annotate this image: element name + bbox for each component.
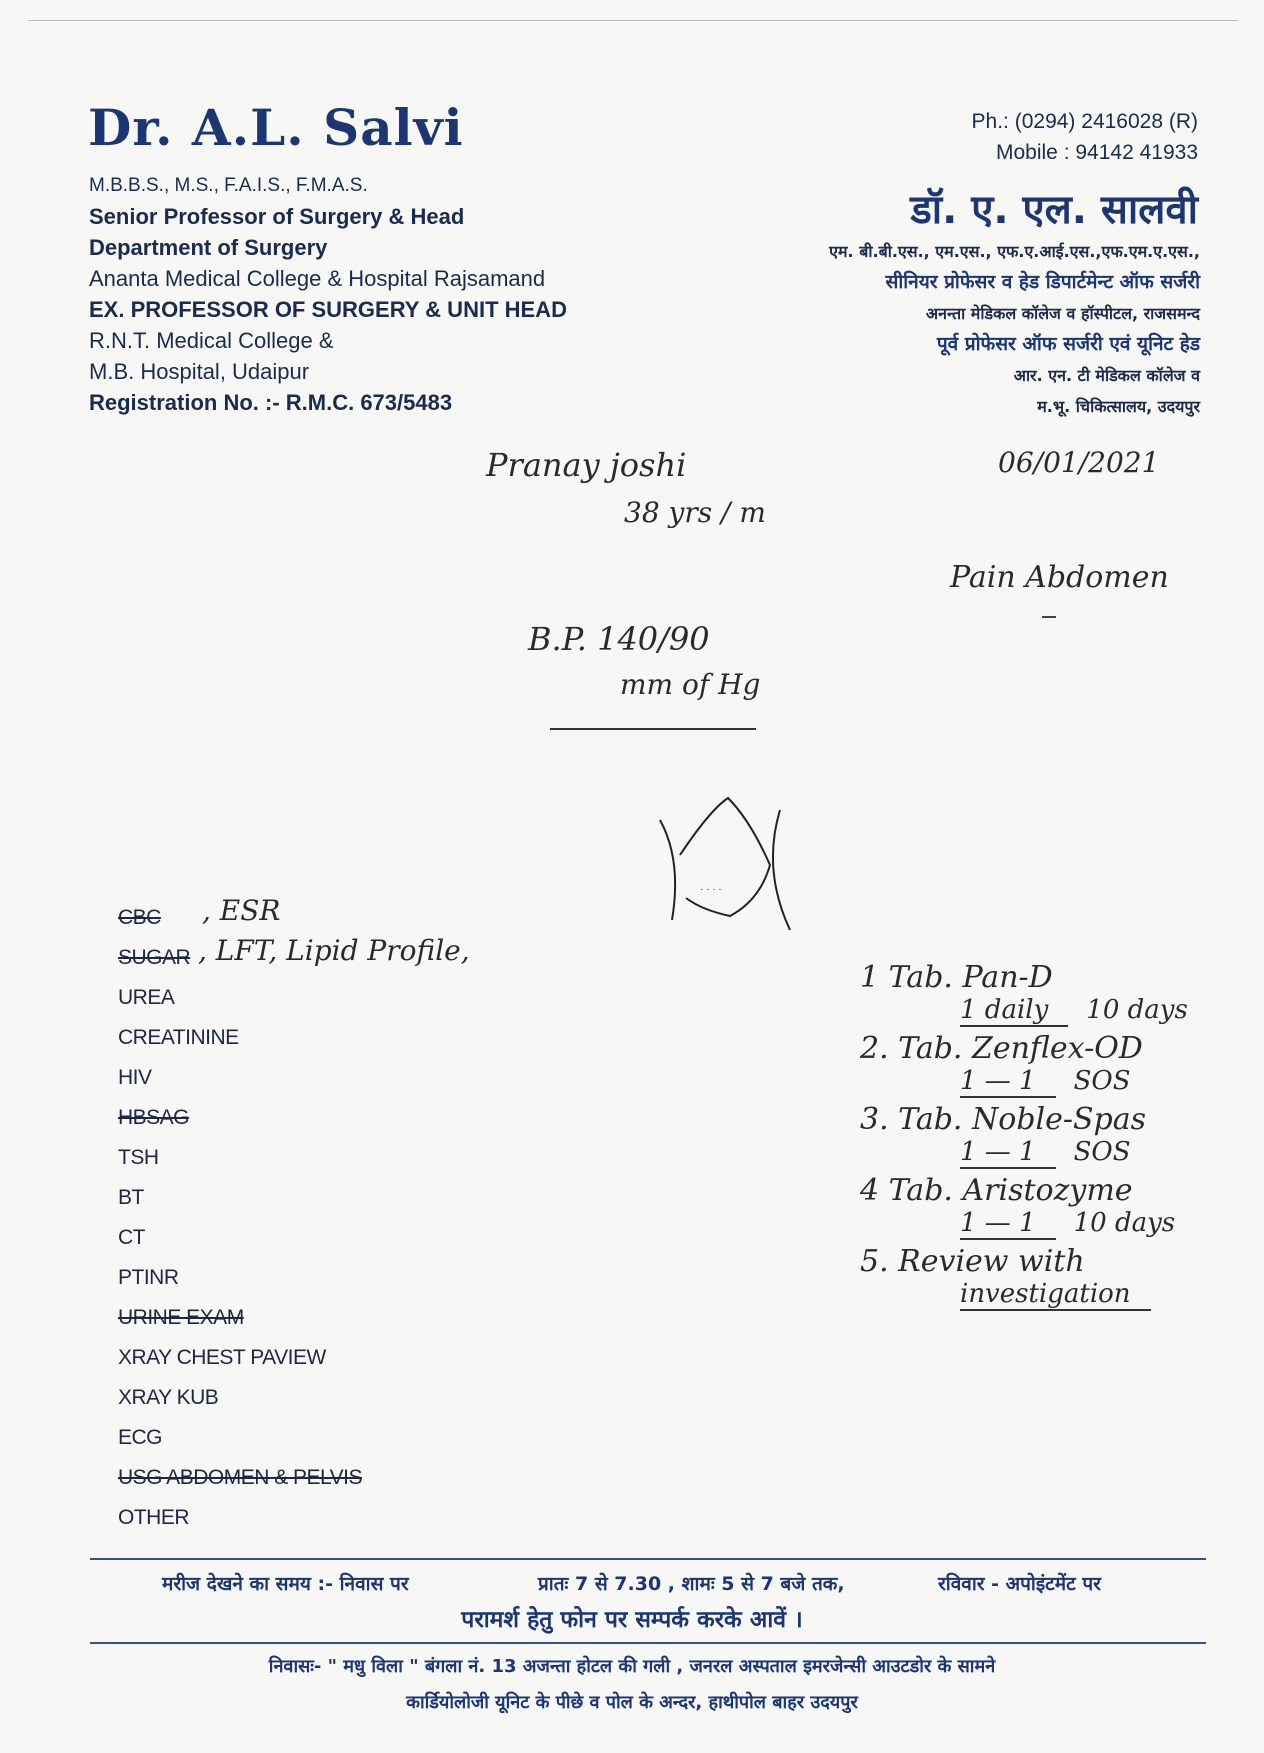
test-item: XRAY KUB — [118, 1386, 219, 1409]
timing-sunday: रविवार - अपोइंटमेंट पर — [938, 1573, 1101, 1595]
rx-drug: 5. Review with — [860, 1244, 1085, 1279]
designation-2: Department of Surgery — [89, 235, 328, 260]
timing-hours: प्रातः 7 से 7.30 , शामः 5 से 7 बजे तक, — [538, 1573, 845, 1595]
ex-college-1: R.N.T. Medical College & — [89, 328, 334, 353]
rx-dose: 1 daily — [960, 995, 1068, 1027]
test-item: BT — [118, 1186, 144, 1209]
complaint-dash — [1042, 616, 1056, 618]
hindi-ex-college-1: आर. एन. टी मेडिकल कॉलेज व — [1013, 366, 1200, 385]
test-list — [118, 898, 362, 1538]
extra-tests-1: , ESR — [202, 894, 281, 927]
visit-date: 06/01/2021 — [998, 446, 1160, 479]
rx-drug: 1 Tab. Pan-D — [860, 960, 1053, 995]
ex-college-2: M.B. Hospital, Udaipur — [89, 359, 310, 384]
rx-drug: 3. Tab. Noble-Spas — [860, 1102, 1147, 1137]
rx-drug: 2. Tab. Zenflex-OD — [860, 1031, 1143, 1066]
hindi-college: अनन्ता मेडिकल कॉलेज व हॉस्पीटल, राजसमन्द — [925, 304, 1200, 323]
doctor-credentials — [89, 170, 567, 418]
blood-pressure: B.P. 140/90 — [528, 620, 710, 658]
rx-dose: 1 — 1 — [960, 1137, 1056, 1169]
ex-title: EX. PROFESSOR OF SURGERY & UNIT HEAD — [89, 297, 567, 322]
hindi-ex-title: पूर्व प्रोफेसर ऑफ सर्जरी एवं यूनिट हेड — [936, 333, 1200, 355]
rx-dose: 1 — 1 — [960, 1208, 1056, 1240]
bp-unit: mm of Hg — [620, 668, 761, 701]
hindi-designation: सीनियर प्रोफेसर व हेड डिपार्टमेन्ट ऑफ सर्जरी — [885, 271, 1200, 293]
rx-item — [860, 1031, 1188, 1096]
registration: Registration No. :- R.M.C. 673/5483 — [89, 390, 453, 415]
hindi-ex-college-2: म.भू. चिकित्सालय, उदयपुर — [1037, 397, 1200, 416]
rx-item — [860, 1244, 1188, 1309]
rx-duration: SOS — [1073, 1137, 1131, 1167]
mobile: Mobile : 94142 41933 — [996, 141, 1198, 164]
rx-item — [860, 1102, 1188, 1167]
test-item: USG ABDOMEN & PELVIS — [118, 1466, 363, 1489]
test-item: URINE EXAM — [118, 1306, 244, 1329]
prescription — [860, 960, 1188, 1315]
test-item: SUGAR — [118, 946, 191, 969]
designation-1: Senior Professor of Surgery & Head — [89, 204, 465, 229]
test-item: HIV — [118, 1066, 152, 1089]
rx-duration: 10 days — [1073, 1208, 1176, 1238]
hindi-doctor-name: डॉ. ए. एल. सालवी — [910, 187, 1198, 233]
test-item: HBSAG — [118, 1106, 190, 1129]
patient-name: Pranay joshi — [486, 446, 687, 484]
college: Ananta Medical College & Hospital Rajsamand — [89, 266, 546, 291]
rx-drug: 4 Tab. Aristozyme — [860, 1173, 1133, 1208]
contact-block — [972, 106, 1198, 168]
footer-rule-bottom — [90, 1642, 1206, 1644]
test-item: CBC — [118, 906, 161, 929]
rx-dose: investigation — [960, 1279, 1151, 1311]
test-item: UREA — [118, 986, 175, 1009]
consult-note: परामर्श हेतु फोन पर सम्पर्क करके आवें । — [461, 1607, 803, 1633]
svg-text:· · · ·: · · · · — [700, 884, 722, 895]
phone: Ph.: (0294) 2416028 (R) — [971, 110, 1198, 133]
address-line-1: निवासः- " मधु विला " बंगला नं. 13 अजन्ता होटल की गली , जनरल अस्पताल इमरजेन्सी आउटडोर के सामने — [268, 1656, 996, 1677]
test-item: PTINR — [118, 1266, 179, 1289]
test-item: CREATININE — [118, 1026, 239, 1049]
rx-duration: 10 days — [1086, 995, 1188, 1025]
test-item: CT — [118, 1226, 145, 1249]
degrees: M.B.B.S., M.S., F.A.I.S., F.M.A.S. — [89, 175, 368, 196]
doctor-name: Dr. A.L. Salvi — [88, 98, 464, 157]
abdomen-sketch-icon — [650, 780, 800, 940]
bp-underline — [550, 728, 756, 730]
top-rule — [28, 20, 1238, 21]
rx-dose: 1 — 1 — [960, 1066, 1056, 1098]
test-item: ECG — [118, 1426, 163, 1449]
test-item: XRAY CHEST PAVIEW — [118, 1346, 326, 1369]
rx-item — [860, 960, 1188, 1025]
footer-rule-top — [90, 1558, 1206, 1560]
test-item: TSH — [118, 1146, 159, 1169]
test-item: OTHER — [118, 1506, 189, 1529]
patient-age: 38 yrs / m — [624, 496, 766, 529]
extra-tests-2: , LFT, Lipid Profile, — [198, 934, 470, 967]
rx-item — [860, 1173, 1188, 1238]
timing-label: मरीज देखने का समय :- निवास पर — [162, 1573, 409, 1595]
address-line-2: कार्डियोलोजी यूनिट के पीछे व पोल के अन्दर, हाथीपोल बाहर उदयपुर — [406, 1692, 858, 1713]
rx-duration: SOS — [1073, 1066, 1131, 1096]
hindi-credentials — [829, 236, 1200, 422]
hindi-degrees: एम. बी.बी.एस., एम.एस., एफ.ए.आई.एस.,एफ.एम.ए.एस., — [829, 242, 1200, 261]
complaint: Pain Abdomen — [950, 560, 1169, 595]
